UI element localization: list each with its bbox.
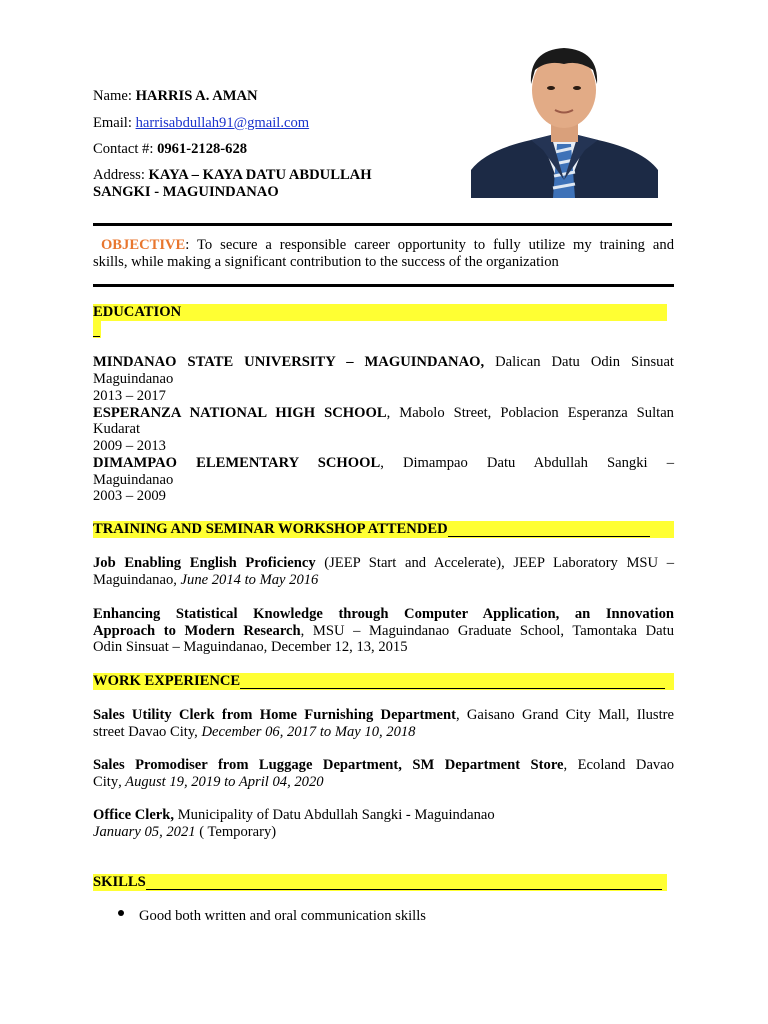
- training-item-2: [93, 606, 674, 623]
- school-name: DIMAMPAO ELEMENTARY SCHOOL: [93, 455, 381, 471]
- job-title: Sales Promodiser from Luggage Department, SM Department Store: [93, 757, 564, 773]
- objective-text-2: skills, while making a significant contribution to the success of the organization: [93, 254, 559, 270]
- job-2-cont: City, August 19, 2019 to April 04, 2020: [93, 774, 324, 790]
- education-entry-3: [93, 455, 674, 472]
- job-date: January 05, 2021: [93, 824, 196, 840]
- skills-heading: SKILLS: [93, 874, 667, 891]
- job-1: Sales Utility Clerk from Home Furnishing Department, Gaisano Grand City Mall, Ilustre: [93, 707, 674, 723]
- training-heading: TRAINING AND SEMINAR WORKSHOP ATTENDED: [93, 521, 674, 538]
- education-entry-3-cont: Maguindanao: [93, 472, 174, 488]
- job-3-cont: January 05, 2021 ( Temporary): [93, 824, 277, 840]
- contact-label: Contact #:: [93, 141, 154, 157]
- bullet-icon: [118, 910, 124, 916]
- objective-divider: [93, 284, 674, 287]
- training-title: Job Enabling English Proficiency: [93, 555, 316, 571]
- objective-line-2: [93, 254, 674, 271]
- job-date: , August 19, 2019 to April 04, 2020: [118, 774, 324, 790]
- name-row: [93, 88, 674, 105]
- address-label: Address:: [93, 167, 145, 183]
- education-entry-3-years: 2003 – 2009: [93, 488, 166, 504]
- training-item-1: Job Enabling English Proficiency (JEEP Start and Accelerate), JEEP Laboratory MSU –: [93, 555, 674, 571]
- training-item-2-cont-2: Odin Sinsuat – Maguindanao, December 12, 13, 2015: [93, 639, 408, 655]
- objective-label: OBJECTIVE: [100, 237, 186, 253]
- address-row: [93, 167, 674, 184]
- education-entry-2-years: 2009 – 2013: [93, 438, 166, 454]
- contact-number: 0961-2128-628: [157, 141, 248, 157]
- address-row-2: [93, 184, 674, 201]
- address-line-1: KAYA – KAYA DATU ABDULLAH: [148, 167, 372, 183]
- education-heading-overflow: [93, 321, 101, 338]
- job-2: Sales Promodiser from Luggage Department, SM Department Store, Ecoland Davao: [93, 757, 674, 773]
- address-line-2: SANGKI - MAGUINDANAO: [93, 184, 279, 200]
- school-location: , Mabolo Street, Poblacion Esperanza Sultan: [386, 405, 674, 421]
- training-item-2-cont: Approach to Modern Research, MSU – Maguindanao Graduate School, Tamontaka Datu: [93, 623, 674, 639]
- education-entry-1-years: 2013 – 2017: [93, 388, 166, 404]
- training-date: June 2014 to May 2016: [180, 572, 319, 588]
- email-row: [93, 115, 674, 132]
- contact-row: [93, 141, 674, 158]
- education-entry-2: [93, 405, 674, 422]
- training-title: Enhancing Statistical Knowledge through Computer Application, an Innovation: [93, 606, 674, 622]
- objective-line-1: [93, 237, 674, 254]
- top-divider: [93, 223, 672, 226]
- name-label: Name:: [93, 88, 132, 104]
- education-entry-1-cont: Maguindanao: [93, 371, 174, 387]
- school-location: Dalican Datu Odin Sinsuat: [484, 354, 674, 370]
- objective-text-1: : To secure a responsible career opportunity to fully utilize my training and: [185, 237, 674, 253]
- education-entry-1: [93, 354, 674, 371]
- job-title: Sales Utility Clerk from Home Furnishing Department: [93, 707, 456, 723]
- skill-item: Good both written and oral communication skills: [139, 908, 426, 924]
- email-label: Email:: [93, 115, 132, 131]
- school-name: MINDANAO STATE UNIVERSITY – MAGUINDANAO,: [93, 354, 485, 370]
- full-name: HARRIS A. AMAN: [135, 88, 258, 104]
- work-heading: WORK EXPERIENCE: [93, 673, 674, 690]
- job-3: Office Clerk, Municipality of Datu Abdullah Sangki - Maguindanao: [93, 807, 495, 823]
- email-link[interactable]: harrisabdullah91@gmail.com: [135, 115, 310, 131]
- job-title: Office Clerk,: [93, 807, 175, 823]
- school-location: , Dimampao Datu Abdullah Sangki –: [380, 455, 675, 471]
- training-item-1-cont: Maguindanao, June 2014 to May 2016: [93, 572, 319, 588]
- education-heading: EDUCATION: [93, 304, 667, 321]
- school-name: ESPERANZA NATIONAL HIGH SCHOOL: [93, 405, 387, 421]
- job-date: December 06, 2017 to May 10, 2018: [201, 724, 416, 740]
- job-1-cont: street Davao City, December 06, 2017 to May 10, 2018: [93, 724, 416, 740]
- education-entry-2-cont: Kudarat: [93, 421, 141, 437]
